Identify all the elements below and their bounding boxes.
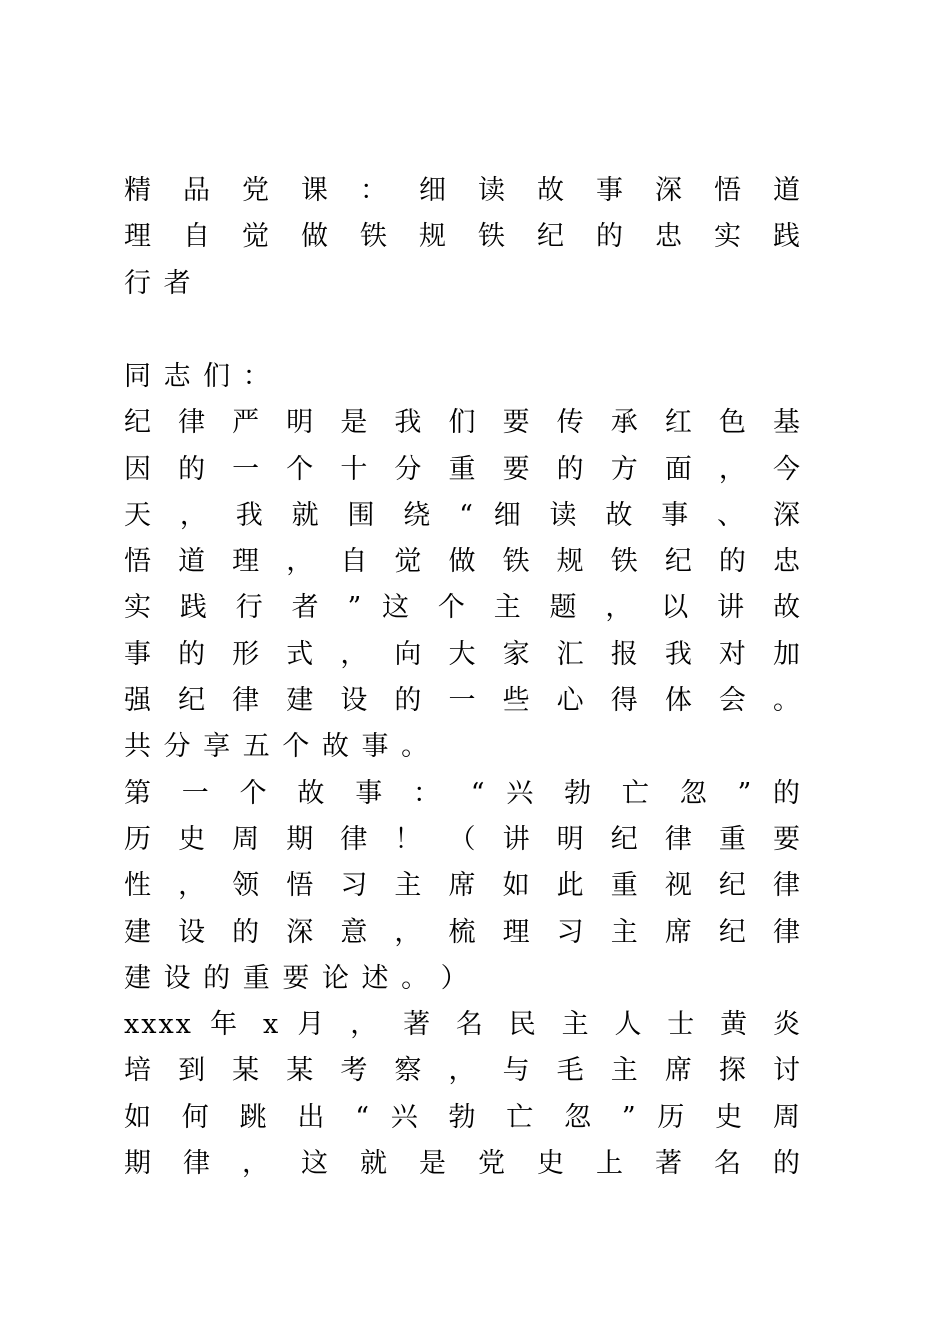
- body-line: 建 设 的 重 要 论 述 。 ）: [124, 962, 470, 994]
- body-line: 悟 道 理 ， 自 觉 做 铁 规 铁 纪 的 忠: [124, 546, 802, 578]
- greeting-line: 同 志 们 ：: [124, 361, 272, 392]
- title-line: 理 自 觉 做 铁 规 铁 纪 的 忠 实 践: [124, 221, 802, 253]
- body-line: 性 ， 领 悟 习 主 席 如 此 重 视 纪 律: [124, 870, 802, 902]
- body-line: 建 设 的 深 意 ， 梳 理 习 主 席 纪 律: [124, 916, 802, 948]
- document-title: [124, 168, 802, 307]
- body-line: 因 的 一 个 十 分 重 要 的 方 面 ， 今: [124, 453, 802, 485]
- body-line: 第 一 个 故 事 ： “ 兴 勃 亡 忽 ” 的: [124, 777, 802, 809]
- body-line: 天 ， 我 就 围 绕 “ 细 读 故 事 、 深: [124, 499, 802, 531]
- title-line: 精 品 党 课 ： 细 读 故 事 深 悟 道: [124, 175, 802, 206]
- body-line: 共 分 享 五 个 故 事 。: [124, 731, 431, 763]
- body-line: xxxx 年 x 月 ， 著 名 民 主 人 士 黄 炎: [124, 1009, 802, 1041]
- body-line: 期 律 ， 这 就 是 党 史 上 著 名 的: [124, 1148, 802, 1180]
- title-line: 行 者: [124, 267, 193, 299]
- body-line: 如 何 跳 出 “ 兴 勃 亡 忽 ” 历 史 周: [124, 1101, 802, 1133]
- body-line: 强 纪 律 建 设 的 一 些 心 得 体 会 。: [124, 685, 802, 717]
- body-line: 纪 律 严 明 是 我 们 要 传 承 红 色 基: [124, 407, 802, 439]
- document-body: [124, 354, 802, 1187]
- body-line: 培 到 某 某 考 察 ， 与 毛 主 席 探 讨: [124, 1055, 802, 1087]
- body-line: 事 的 形 式 ， 向 大 家 汇 报 我 对 加: [124, 638, 802, 670]
- body-line: 实 践 行 者 ” 这 个 主 题 ， 以 讲 故: [124, 592, 802, 624]
- body-line: 历 史 周 期 律 ！ （ 讲 明 纪 律 重 要: [124, 823, 802, 855]
